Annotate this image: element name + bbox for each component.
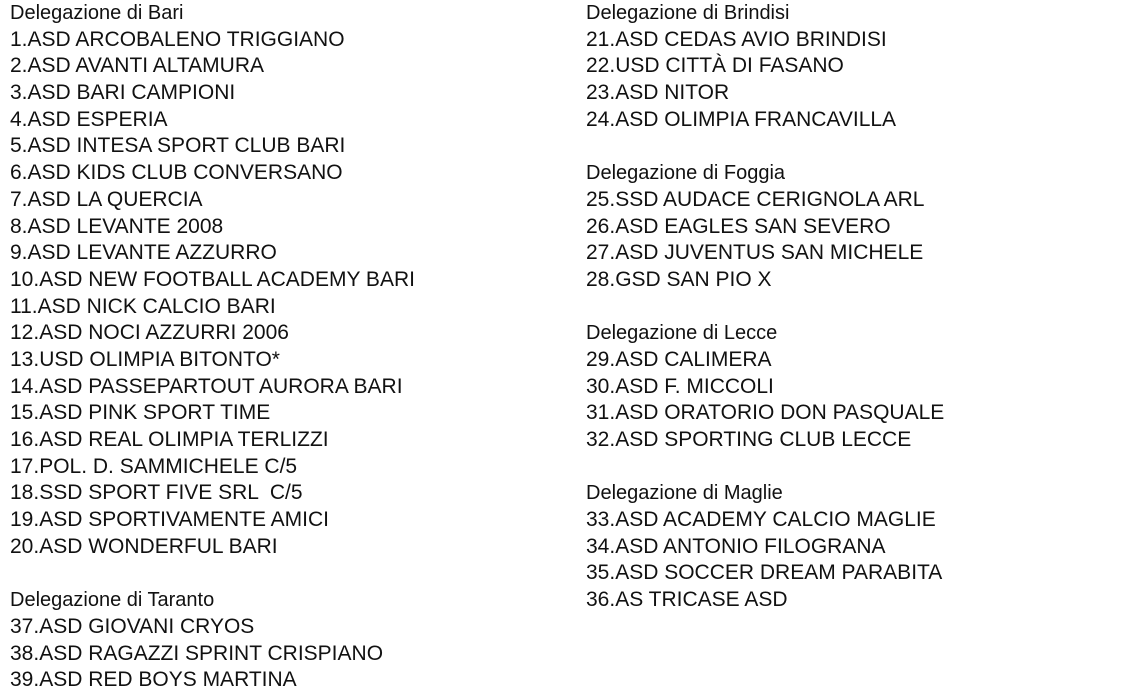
group-spacer [10,560,570,587]
club-list-item: 10.ASD NEW FOOTBALL ACADEMY BARI [10,267,415,291]
club-list-item: 36.AS TRICASE ASD [586,588,788,612]
delegation-group-maglie [586,480,1136,613]
club-list-item: 24.ASD OLIMPIA FRANCAVILLA [586,107,897,131]
delegation-heading: Delegazione di Foggia [586,162,786,185]
club-list-item: 8.ASD LEVANTE 2008 [10,214,224,238]
club-list-item: 21.ASD CEDAS AVIO BRINDISI [586,27,887,51]
delegation-heading: Delegazione di Brindisi [586,2,790,24]
club-list-item: 30.ASD F. MICCOLI [586,374,774,398]
club-list-item: 12.ASD NOCI AZZURRI 2006 [10,321,289,345]
club-list-item: 35.ASD SOCCER DREAM PARABITA [586,561,943,585]
club-list-item: 7.ASD LA QUERCIA [10,187,203,211]
club-list-item: 13.USD OLIMPIA BITONTO* [10,347,280,371]
club-list-item: 39.ASD RED BOYS MARTINA [10,668,297,692]
club-list-item: 14.ASD PASSEPARTOUT AURORA BARI [10,374,403,398]
club-list-item: 22.USD CITTÀ DI FASANO [586,54,844,78]
group-spacer [586,294,1136,321]
group-spacer [586,133,1136,160]
right-column [586,0,1136,614]
club-list-item: 2.ASD AVANTI ALTAMURA [10,54,265,78]
delegation-group-bari [10,0,570,560]
delegation-heading: Delegazione di Maglie [586,482,783,505]
left-column [10,0,570,694]
club-list-item: 33.ASD ACADEMY CALCIO MAGLIE [586,508,936,532]
club-list-item: 18.SSD SPORT FIVE SRL C/5 [10,481,303,505]
delegation-group-lecce [586,320,1136,453]
club-list-item: 19.ASD SPORTIVAMENTE AMICI [10,508,329,532]
club-list-item: 28.GSD SAN PIO X [586,267,772,291]
club-list-item: 16.ASD REAL OLIMPIA TERLIZZI [10,428,329,451]
delegation-heading: Delegazione di Bari [10,2,184,24]
club-list-item: 38.ASD RAGAZZI SPRINT CRISPIANO [10,641,384,665]
club-list-item: 6.ASD KIDS CLUB CONVERSANO [10,161,343,185]
club-list-item: 31.ASD ORATORIO DON PASQUALE [586,401,945,425]
club-list-item: 25.SSD AUDACE CERIGNOLA ARL [586,187,925,211]
club-list-item: 37.ASD GIOVANI CRYOS [10,614,255,638]
delegation-group-foggia [586,160,1136,293]
club-list-item: 1.ASD ARCOBALENO TRIGGIANO [10,27,345,51]
club-list-item: 26.ASD EAGLES SAN SEVERO [586,214,891,238]
club-list-item: 34.ASD ANTONIO FILOGRANA [586,534,886,558]
club-list-item: 15.ASD PINK SPORT TIME [10,401,271,425]
delegation-heading: Delegazione di Taranto [10,589,215,612]
group-spacer [586,454,1136,481]
club-list-item: 23.ASD NITOR [586,81,730,105]
club-list-item: 5.ASD INTESA SPORT CLUB BARI [10,134,346,158]
delegation-group-brindisi [586,0,1136,133]
club-list-item: 9.ASD LEVANTE AZZURRO [10,241,277,265]
club-list-item: 27.ASD JUVENTUS SAN MICHELE [586,241,924,265]
delegation-heading: Delegazione di Lecce [586,322,778,345]
club-list-item: 32.ASD SPORTING CLUB LECCE [586,428,912,451]
club-list-item: 3.ASD BARI CAMPIONI [10,81,236,105]
club-list-item: 17.POL. D. SAMMICHELE C/5 [10,454,298,478]
club-list-item: 20.ASD WONDERFUL BARI [10,534,278,558]
club-list-item: 29.ASD CALIMERA [586,347,772,371]
delegation-group-taranto [10,587,570,694]
club-list-item: 11.ASD NICK CALCIO BARI [10,294,276,318]
club-list-item: 4.ASD ESPERIA [10,107,168,131]
